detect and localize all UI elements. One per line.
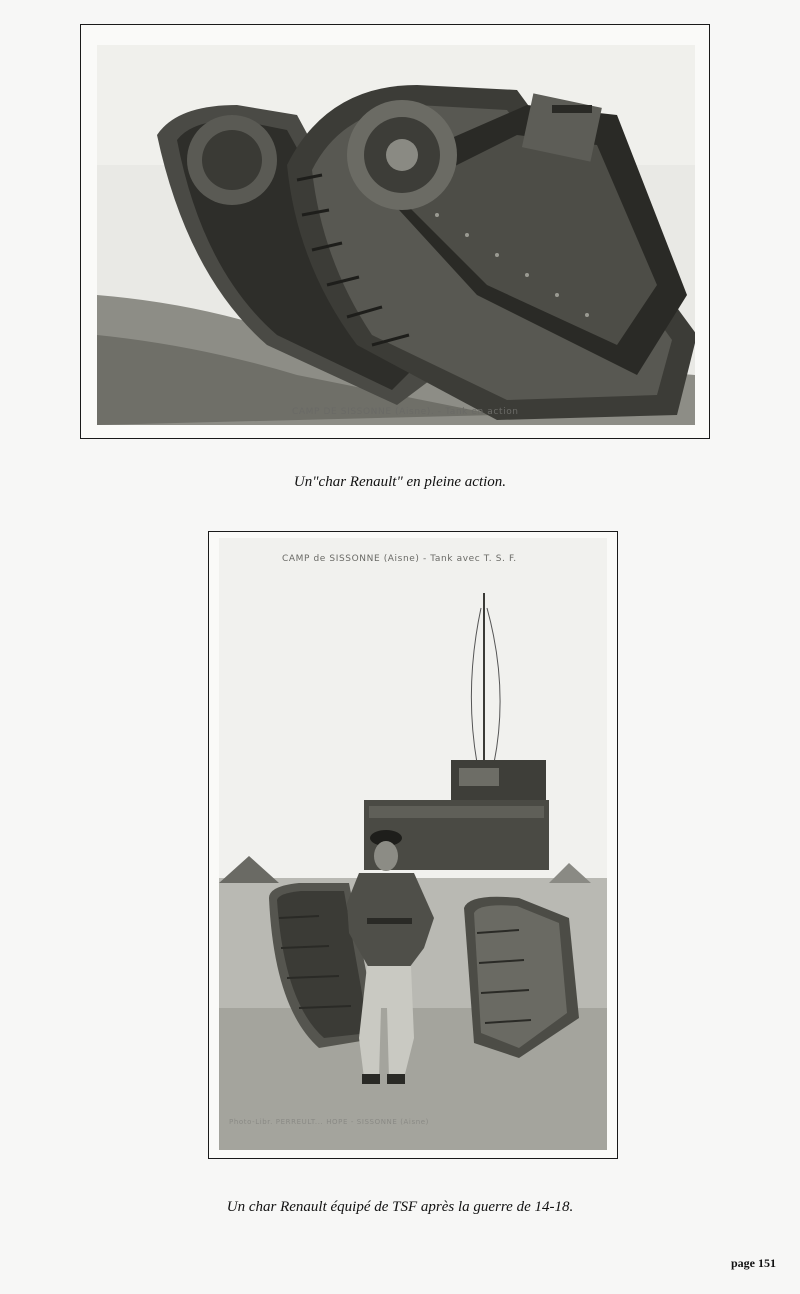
photo-caption-1: Un"char Renault" en pleine action. <box>293 474 507 490</box>
photo-frame-2 <box>208 531 618 1159</box>
photo-caption-2: Un char Renault équipé de TSF après la guerre de 14-18. <box>226 1199 574 1215</box>
publisher-line: Photo-Libr. PERREULT... HOPE - SISSONNE (Aisne) <box>229 1118 430 1126</box>
photo-frame-1 <box>80 24 710 439</box>
tank-with-radio-photo <box>219 538 607 1150</box>
tank-in-action-photo <box>97 45 695 425</box>
postcard-tank-with-radio <box>219 538 607 1150</box>
page-number: page 151 <box>731 1256 776 1270</box>
postcard-tank-in-action <box>97 45 695 425</box>
postcard-caption: CAMP de SISSONNE (Aisne) - Tank avec T. S. F. <box>282 554 517 564</box>
postcard-caption: CAMP DE SISSONNE (Aisne). - Tank en action <box>292 407 519 417</box>
